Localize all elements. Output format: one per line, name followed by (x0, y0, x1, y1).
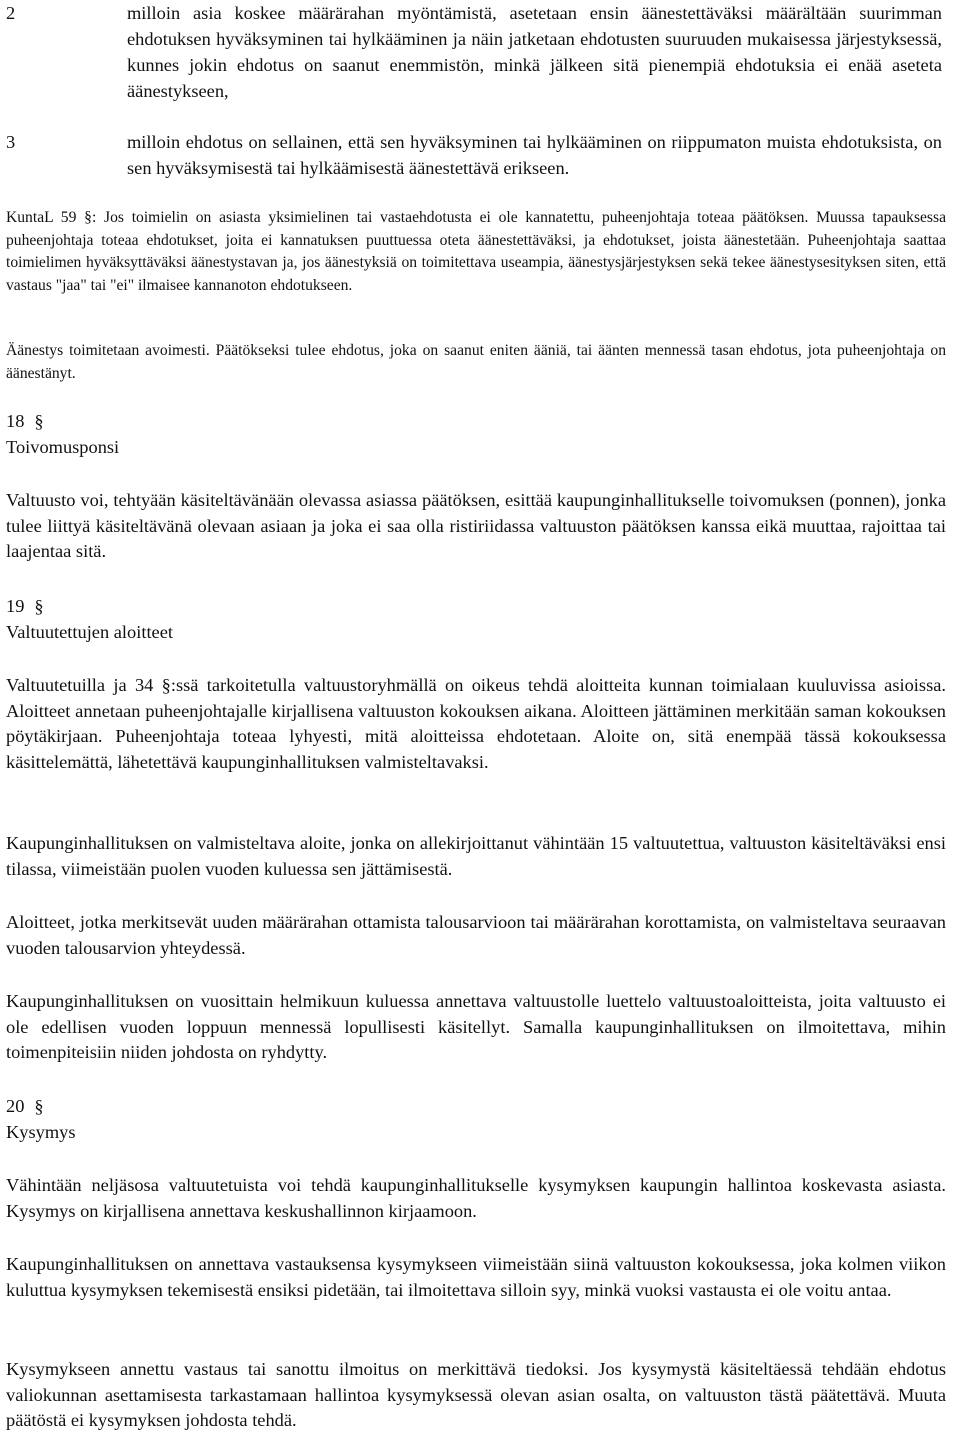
section-number: 18 (6, 411, 25, 431)
section-19-heading (6, 594, 173, 645)
section-title: Valtuutettujen aloitteet (6, 621, 173, 642)
kuntal-text: : Jos toimielin on asiasta yksimielinen tai vastaehdotusta ei ole kannatettu, puheenjohtaja toteaa päätöksen. Muussa tapauksessa puheenjohtaja toteaa ehdotukset, joita ei kannatuksen puuttuessa oteta äänestettäväksi, ja ehdotukset, joista äänestetään. Puheenjohtaja saattaa toimielimen hyväksyttäväksi äänestystavan ja, jos äänestyksiä on toimitettava useampia, äänestysjärjestyksen sekä tekee äänestysesityksen siten, että vastaus "jaa" tai "ei" ilmaisee kannanoton ehdotukseen. (6, 209, 946, 294)
section-19-paragraph-2: Kaupunginhallituksen on valmisteltava aloite, jonka on allekirjoittanut vähintään 15 valtuutettua, valtuuston käsiteltäväksi ensi tilassa, viimeistään puolen vuoden kuluessa sen jättämisestä. (6, 833, 946, 879)
list-text: milloin ehdotus on sellainen, että sen hyväksyminen tai hylkääminen on riippumaton muista ehdotuksista, on sen hyväksymisestä tai hylkäämisestä äänestettävä erikseen. (127, 132, 942, 178)
kuntal-paragraph (6, 207, 946, 297)
section-title: Kysymys (6, 1121, 76, 1142)
section-18-paragraph-1: Valtuusto voi, tehtyään käsiteltävänään olevassa asiassa päätöksen, esittää kaupunginhallitukselle toivomuksen (ponnen), jonka tulee liittyä käsiteltävänä olevaan asiaan ja joka ei saa olla ristiriidassa valtuuston päätöksen kanssa eikä muuttaa, rajoittaa tai laajentaa sitä. (6, 490, 946, 562)
section-number: 20 (6, 1096, 25, 1116)
section-number: 19 (6, 596, 25, 616)
list-text: milloin asia koskee määrärahan myöntämistä, asetetaan ensin äänestettäväksi määrältään suurimman ehdotuksen hyväksyminen tai hylkääminen ja näin jatketaan ehdotusten suuruuden mukaisessa järjestyksessä, kunnes jokin ehdotus on saanut enemmistön, minkä jälkeen sitä pienempiä ehdotuksia ei enää aseteta äänestykseen, (127, 3, 942, 101)
section-19-paragraph-4: Kaupunginhallituksen on vuosittain helmikuun kuluessa annettava valtuustolle luettelo valtuustoaloitteista, joita valtuusto ei ole edellisen vuoden loppuun mennessä lopullisesti käsitellyt. Samalla kaupunginhallituksen on ilmoitettava, mihin toimenpiteisiin niiden johdosta on ryhdytty. (6, 991, 946, 1063)
section-sign-icon: § (34, 411, 44, 431)
section-sign-icon: § (34, 1096, 44, 1116)
section-title: Toivomusponsi (6, 436, 120, 457)
section-sign-icon: § (34, 596, 44, 616)
voting-paragraph: Äänestys toimitetaan avoimesti. Päätökseksi tulee ehdotus, joka on saanut eniten ääniä, tai äänten mennessä tasan ehdotus, jota puheenjohtaja on äänestänyt. (6, 342, 946, 382)
law-reference: KuntaL 59 (6, 209, 77, 226)
list-number: 2 (6, 3, 16, 23)
list-number: 3 (6, 132, 16, 152)
section-19-paragraph-1: Valtuutetuilla ja 34 §:ssä tarkoitetulla valtuustoryhmällä on oikeus tehdä aloitteita kunnan toimialaan kuuluvissa asioissa. Aloitteet annetaan puheenjohtajalle kirjallisena valtuuston kokouksen aikana. Aloitteen jättäminen merkitään saman kokouksen pöytäkirjaan. Puheenjohtaja toteaa lyhyesti, mitä aloitteissa ehdotetaan. Aloite on, sitä enempää tässä kokouksessa käsittelemättä, lähetettävä kaupunginhallituksen valmisteltavaksi. (6, 675, 946, 773)
section-sign-icon: § (84, 209, 92, 226)
section-20-paragraph-1: Vähintään neljäsosa valtuutetuista voi tehdä kaupunginhallitukselle kysymyksen kaupungin hallintoa koskevasta asiasta. Kysymys on kirjallisena annettava keskushallinnon kirjaamoon. (6, 1175, 946, 1221)
section-20-heading (6, 1094, 76, 1145)
section-18-heading (6, 409, 119, 460)
section-20-paragraph-2: Kaupunginhallituksen on annettava vastauksensa kysymykseen viimeistään siinä valtuuston kokouksessa, joka kolmen viikon kuluttua kysymyksen tekemisestä ensiksi pidetään, tai ilmoitettava silloin syy, minkä vuoksi vastausta ei ole voitu antaa. (6, 1254, 946, 1300)
section-20-paragraph-3: Kysymykseen annettu vastaus tai sanottu ilmoitus on merkittävä tiedoksi. Jos kysymystä käsiteltäessä tehdään ehdotus valiokunnan asettamisesta tarkastamaan hallintoa kysymyksessä olevan asian osalta, on valtuuston tästä päätettävä. Muuta päätöstä ei kysymyksen johdosta tehdä. (6, 1359, 946, 1431)
section-19-paragraph-3: Aloitteet, jotka merkitsevät uuden määrärahan ottamista talousarvioon tai määrärahan korottamista, on valmisteltava seuraavan vuoden talousarvion yhteydessä. (6, 912, 946, 958)
